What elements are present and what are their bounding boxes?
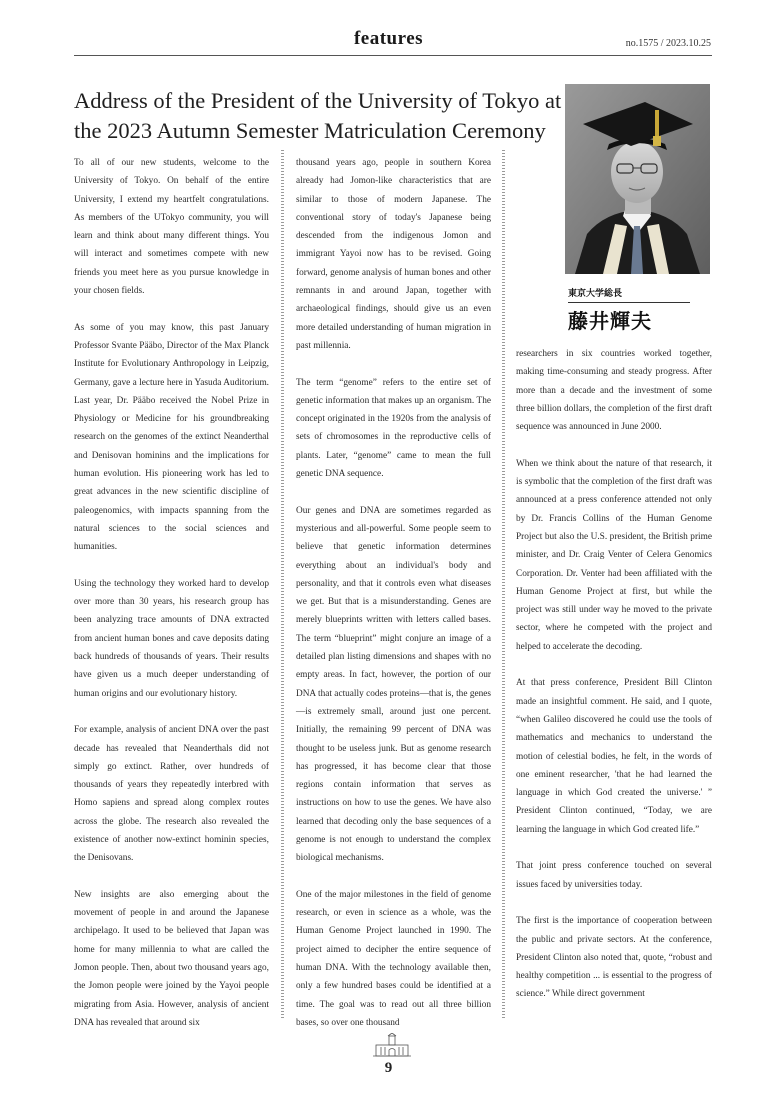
column-divider — [502, 150, 505, 1018]
portrait-photo-icon — [565, 84, 710, 274]
paragraph: One of the major milestones in the field of genome research, or even in science as a whole, was the Human Genome Project launched in 1990. The project aimed to decipher the entire sequence of human DNA. With the technology available then, only a few hundred bases could be identified at a time. The goal was to read out all three billion bases, so over one thousand — [296, 889, 491, 1028]
paragraph: When we think about the nature of that research, it is symbolic that the completion of the first draft was announced at a press conference attended not only by Dr. Francis Collins of the Human Genome Project but also the U.S. president, the British prime minister, and Dr. Craig Venter of Celera Genomics Corporation. Dr. Venter had been affiliated with the Human Genome Project at first, but while the project was still under way he moved to the private sector, where he competed with the project and helped to accelerate the decoding. — [516, 458, 712, 652]
paragraph: Using the technology they worked hard to develop over more than 30 years, his research group has been analyzing trace amounts of DNA extracted from ancient human bones and cave deposits dating back hundreds of thousands of years. Their results have given us a much deeper understanding of human origins and our evolutionary history. — [74, 578, 269, 699]
page-number: 9 — [384, 1060, 393, 1076]
paragraph: New insights are also emerging about the movement of people in and around the Japanese archipelago. It used to be believed that Japan was home for many millennia to what are called the Jomon people. Then, about two thousand years ago, the Jomon people were joined by the Yayoi people migrating from Asia. However, analysis of ancient DNA has revealed that around six — [74, 889, 269, 1028]
paragraph: For example, analysis of ancient DNA over the past decade has revealed that Neanderthals did not simply go extinct. Rather, over hundreds of thousands of years they repeatedly interbred with Homo sapiens and spread along complex routes across the globe. The research also revealed the existence of another now-extinct hominin species, the Denisovans. — [74, 725, 269, 864]
section-title: features — [353, 28, 424, 49]
column-divider — [281, 150, 284, 1018]
author-block — [568, 286, 690, 334]
issue-number: no.1575 / 2023.10.25 — [625, 38, 711, 49]
yasuda-auditorium-icon — [373, 1033, 411, 1059]
article-headline: Address of the President of the University of Tokyo at the 2023 Autumn Semester Matriculation Ceremony — [74, 88, 562, 143]
article-column-3 — [516, 345, 712, 1004]
paragraph: At that press conference, President Bill Clinton made an insightful comment. He said, and I quote, “when Galileo discovered he could use the tools of mathematics and mechanics to understand the motion of celestial bodies, he felt, in the words of one eminent researcher, 'that he had learned the language in which God created the universe.' ” President Clinton continued, “Today, we are learning the language in which God created life.” — [516, 678, 712, 835]
paragraph: As some of you may know, this past January Professor Svante Pääbo, Director of the Max Planck Institute for Evolutionary Anthropology in Leipzig, Germany, gave a lecture here in Yasuda Auditorium. Last year, Dr. Pääbo received the Nobel Prize in Physiology or Medicine for his groundbreaking research on the genomes of the extinct Neanderthal and Denisovan hominins and the implications for human evolution. His pioneering work has led to great advances in the new scientific discipline of paleogenomics, with impacts spanning from the natural sciences to the social sciences and humanities. — [74, 322, 269, 553]
paragraph: The first is the importance of cooperation between the public and private sectors. At the conference, President Clinton also noted that, quote, “robust and healthy competition ... is essential to the progress of science.” While direct government — [516, 916, 712, 1000]
paragraph: thousand years ago, people in southern Korea already had Jomon-like characteristics that are similar to those of modern Japanese. The conventional story of today's Japanese being descended from the indigenous Jomon and immigrant Yayoi now has to be revised. Going forward, genome analysis of human bones and other remnants in and around Japan, together with archaeological findings, should give us an even more detailed understanding of human migration in past millennia. — [296, 158, 491, 351]
paragraph: That joint press conference touched on several issues faced by universities today. — [516, 861, 712, 890]
author-title: 東京大学総長 — [568, 286, 690, 303]
portrait-photo — [565, 84, 710, 274]
paragraph: researchers in six countries worked together, making time-consuming and steady progress. After more than a decade and the investment of some three billion dollars, the completion of the first draft sequence was announced in June 2000. — [516, 349, 712, 433]
author-name: 藤井輝夫 — [568, 309, 652, 333]
header-divider — [74, 55, 712, 56]
paragraph: To all of our new students, welcome to the University of Tokyo. On behalf of the entire University, I extend my heartfelt congratulations. As members of the UTokyo community, you will learn and think about many different things. You will interact and sometimes compete with new friends you meet here as you pursue knowledge in your chosen fields. — [74, 158, 269, 297]
article-column-1 — [74, 154, 269, 1032]
paragraph: The term “genome” refers to the entire set of genetic information that makes up an organism. The concept originated in the 1920s from the analysis of sets of chromosomes in the reproductive cells of plants. Later, “genome” came to mean the full genetic DNA sequence. — [296, 377, 491, 480]
paragraph: Our genes and DNA are sometimes regarded as mysterious and all-powerful. Some people seem to believe that genetic information determines everything about an individual's body and personality, and that it controls even what diseases we get. But that is a misunderstanding. Genes are merely blueprints written with letters called bases. The term “blueprint” might conjure an image of a detailed plan listing dimensions and shapes with no empty areas. In fact, however, the portion of our DNA that actually codes proteins—that is, the genes—is extremely small, around just one percent. Initially, the remaining 99 percent of DNA was thought to be useless junk. But as genome research has progressed, it has become clear that those regions contain information that serves as instructions on how to use the genes. We have also learned that decoding only the base sequences of a genome is not enough to understand the complex biological mechanisms. — [296, 505, 491, 864]
article-column-2 — [296, 154, 491, 1032]
